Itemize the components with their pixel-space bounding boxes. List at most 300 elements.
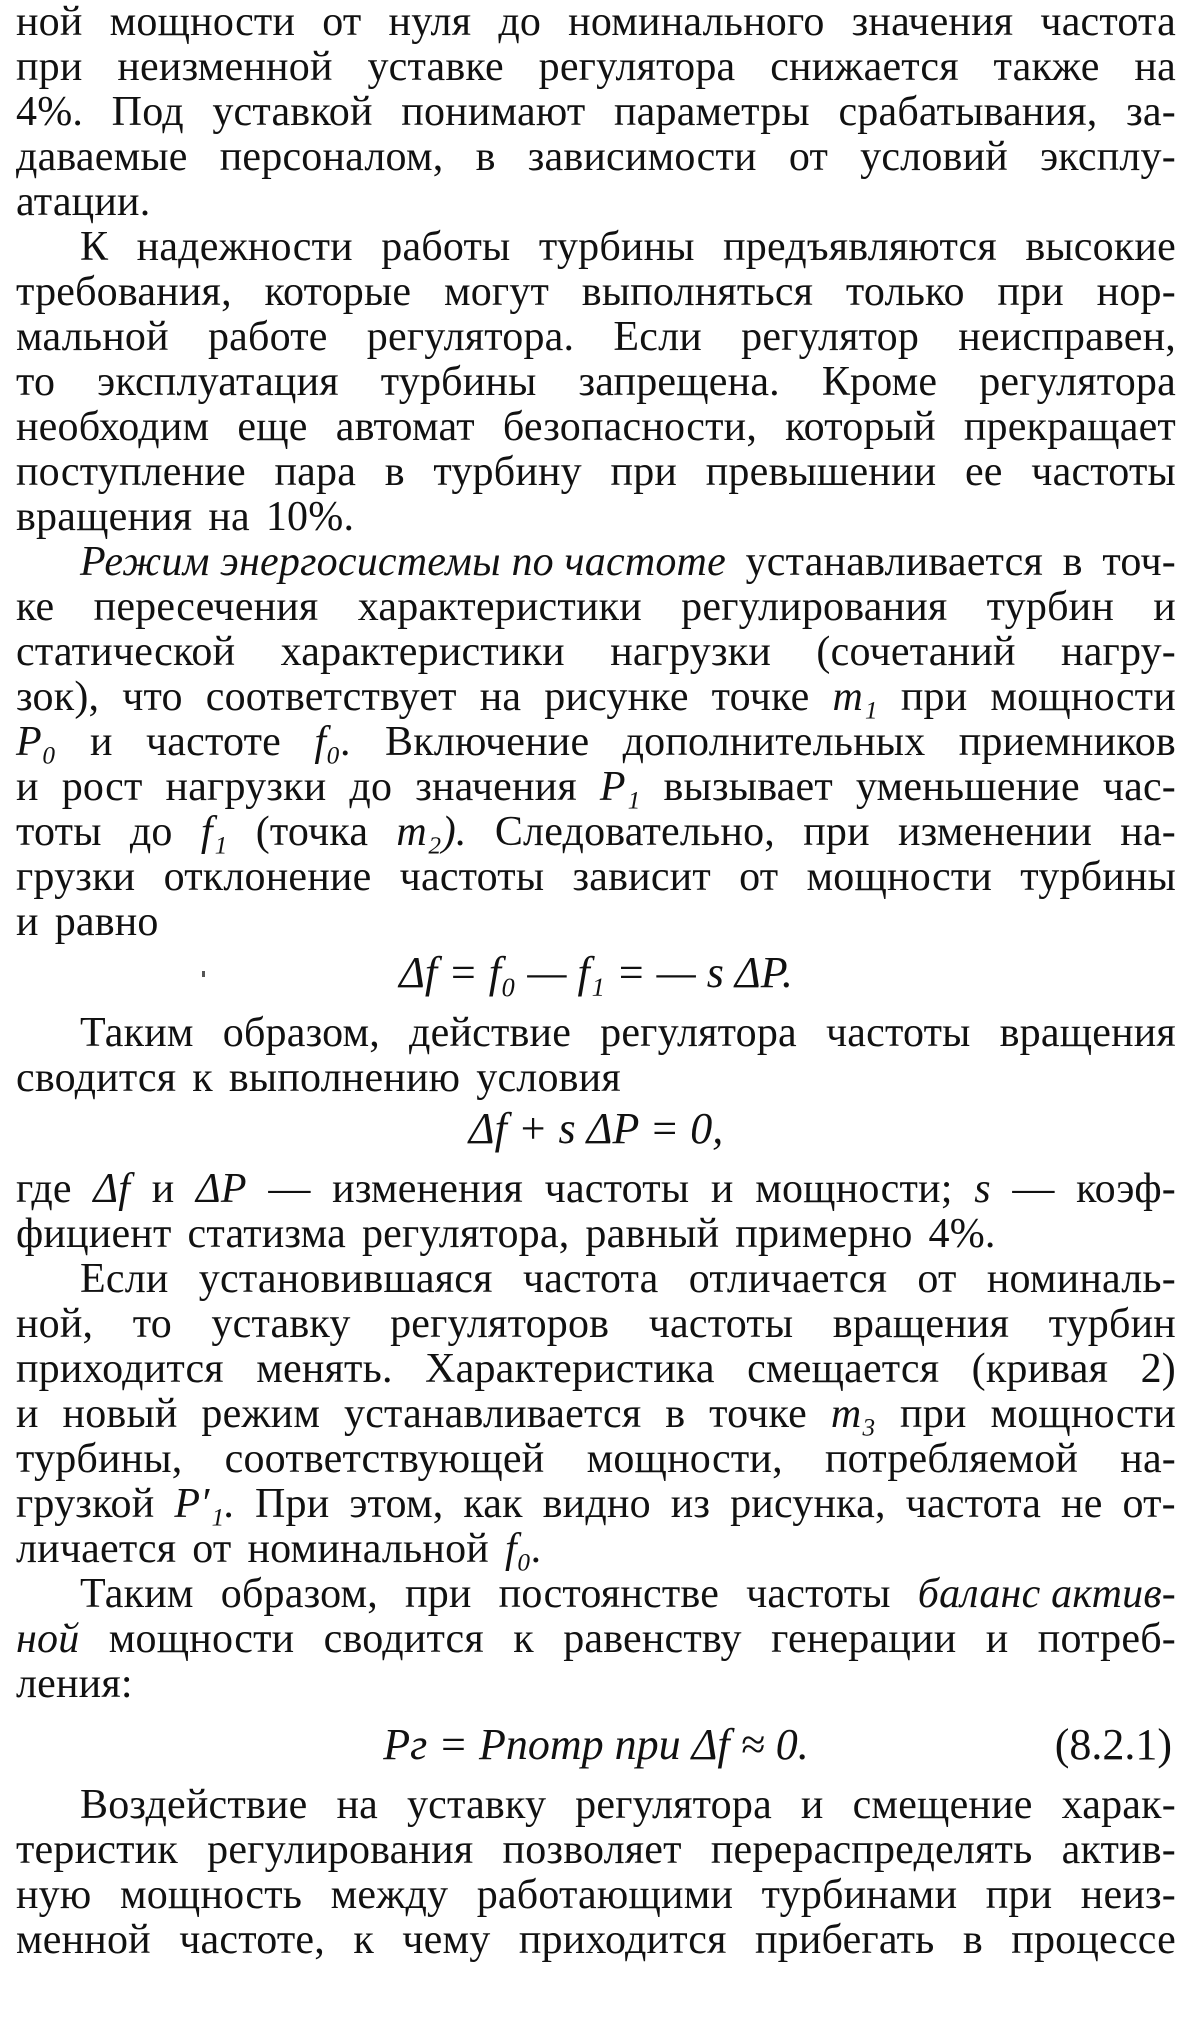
word: уставку	[211, 1301, 351, 1347]
text-line	[16, 1873, 1176, 1918]
word: соответствующей	[224, 1436, 545, 1482]
word: эксплу-	[1040, 134, 1176, 180]
word: Таким	[80, 1010, 194, 1056]
word: нагрузки	[610, 629, 772, 675]
word: m₁	[832, 674, 878, 720]
word: к	[353, 1917, 374, 1963]
word: на-	[1120, 809, 1176, 855]
word: мощности	[990, 674, 1176, 720]
word: потребляемой	[824, 1436, 1079, 1482]
word: в	[384, 449, 405, 495]
text-line	[16, 1257, 1176, 1302]
text-line	[16, 1828, 1176, 1873]
word: ной	[16, 1616, 80, 1662]
word: уменьшение	[855, 764, 1080, 810]
word: К	[80, 224, 109, 270]
word: дополнительных	[622, 719, 926, 765]
word: регуляторов	[390, 1301, 610, 1347]
word: в	[1062, 539, 1083, 585]
word: частоте	[145, 719, 282, 765]
text-line	[16, 315, 1176, 360]
word: высокие	[1025, 224, 1176, 270]
text-line	[16, 1572, 1176, 1617]
word: зок),	[16, 674, 100, 720]
word: актив-	[1061, 1827, 1176, 1873]
text-line	[16, 540, 1176, 585]
word: Под	[111, 89, 184, 135]
word: чему	[402, 1917, 491, 1963]
word: на	[208, 494, 250, 540]
word: мощности	[108, 1616, 295, 1662]
word: рисунка,	[730, 1481, 886, 1527]
word: от	[322, 0, 362, 45]
word: условий	[860, 134, 1008, 180]
word: 10%.	[265, 494, 355, 540]
word: менять.	[256, 1346, 393, 1392]
word: (сочетаний	[816, 629, 1016, 675]
word: турбинами	[761, 1872, 958, 1918]
word: работающими	[476, 1872, 734, 1918]
word: значения	[851, 0, 1014, 45]
word: турбины	[380, 359, 537, 405]
text-line	[16, 1056, 1176, 1101]
word: понимают	[401, 89, 586, 135]
word: грузки	[16, 854, 136, 900]
word: зависит	[572, 854, 711, 900]
word: баланс актив-	[917, 1571, 1176, 1617]
word: При	[254, 1481, 330, 1527]
word: приемников	[958, 719, 1176, 765]
word: —	[268, 1166, 311, 1212]
word: к	[513, 1616, 534, 1662]
word: мощности	[990, 1391, 1176, 1437]
word: прекращает	[963, 404, 1176, 450]
word: мощности,	[586, 1436, 783, 1482]
word: постоянстве	[498, 1571, 720, 1617]
word: Δf	[93, 1166, 131, 1212]
word: прибегать	[755, 1917, 935, 1963]
word: Характеристика	[425, 1346, 715, 1392]
word: выполняться	[581, 269, 814, 315]
text-line	[16, 855, 1176, 900]
text-line	[16, 405, 1176, 450]
word: уставкой	[212, 89, 373, 135]
word: действие	[409, 1010, 572, 1056]
word: теристик	[16, 1827, 178, 1873]
word: атации.	[16, 179, 151, 225]
word: и	[800, 1782, 824, 1828]
paragraph-group-4	[16, 1783, 1176, 1963]
word: работе	[207, 314, 328, 360]
word: видно	[542, 1481, 651, 1527]
word: уставке	[367, 44, 504, 90]
word: ее	[964, 449, 1003, 495]
word: f₀.	[504, 1526, 543, 1572]
word: регулятора	[538, 44, 736, 90]
word: между	[330, 1872, 449, 1918]
word: генерации	[771, 1616, 957, 1662]
text-line	[16, 1482, 1176, 1527]
word: нуля	[388, 0, 472, 45]
formula-3-text: Pг = Pпотр при Δf ≈ 0.	[383, 1720, 809, 1769]
word: запрещена.	[578, 359, 780, 405]
word: зависимости	[527, 134, 757, 180]
word: до	[349, 764, 393, 810]
word: регулятора,	[361, 1211, 570, 1257]
text-line	[16, 765, 1176, 810]
word: вращения	[16, 494, 193, 540]
word: из	[670, 1481, 711, 1527]
word: автомат	[335, 404, 475, 450]
word: регулятора	[600, 1010, 797, 1056]
formula-2-text: Δf + s ΔP = 0,	[468, 1104, 724, 1153]
word: регулирования	[207, 1827, 474, 1873]
word: неисправен,	[958, 314, 1176, 360]
word: безопасности,	[502, 404, 758, 450]
word: Следовательно,	[494, 809, 775, 855]
word: при	[610, 449, 678, 495]
word: на	[479, 674, 522, 720]
paragraph-group-2	[16, 1011, 1176, 1101]
word: частоты	[746, 1571, 891, 1617]
word: соответствует	[205, 674, 457, 720]
word: вызывает	[663, 764, 833, 810]
word: при	[405, 1571, 472, 1617]
word: от-	[1122, 1481, 1176, 1527]
word: ной,	[16, 1301, 94, 1347]
word: тоты	[16, 809, 102, 855]
word: турбины,	[16, 1436, 183, 1482]
text-line	[16, 1437, 1176, 1482]
word: и	[16, 1391, 39, 1437]
word: на	[1134, 44, 1176, 90]
word: условия	[476, 1055, 621, 1101]
word: и	[16, 764, 39, 810]
word: до	[129, 809, 173, 855]
word: Если	[80, 1256, 169, 1302]
text-line	[16, 360, 1176, 405]
word: и	[151, 1166, 175, 1212]
word: неиз-	[1080, 1872, 1176, 1918]
word: 4%.	[928, 1211, 996, 1257]
word: за-	[1126, 89, 1176, 135]
document-page	[16, 0, 1176, 1963]
word: мощность	[119, 1872, 303, 1918]
word: точке	[711, 674, 810, 720]
word: (точка	[255, 809, 369, 855]
formula-condition	[16, 1101, 1176, 1157]
word: еще	[237, 404, 308, 450]
word: могут	[443, 269, 550, 315]
text-line	[16, 1662, 1176, 1707]
text-line	[16, 1527, 1176, 1572]
word: точке	[709, 1391, 807, 1437]
word: частоты	[544, 1166, 690, 1212]
word: процессе	[1011, 1917, 1176, 1963]
word: потреб-	[1037, 1616, 1176, 1662]
word: примерно	[735, 1211, 913, 1257]
word: Включение	[384, 719, 590, 765]
word: частоты	[1031, 449, 1176, 495]
word: срабатывания,	[838, 89, 1098, 135]
word: f₀.	[314, 719, 352, 765]
formula-delta-f	[16, 945, 1176, 1001]
word: и	[710, 1166, 734, 1212]
word: выполнению	[228, 1055, 461, 1101]
text-line	[16, 1347, 1176, 1392]
word: режим	[201, 1391, 321, 1437]
word: турбины	[1020, 854, 1176, 900]
word: превышении	[705, 449, 937, 495]
word: коэф-	[1076, 1166, 1176, 1212]
word: Таким	[80, 1571, 194, 1617]
word: мощности	[806, 854, 993, 900]
text-line	[16, 1392, 1176, 1437]
formula-1-text: Δf = f₀ — f₁ = — s ΔP.	[399, 948, 793, 997]
word: характеристики	[280, 629, 565, 675]
word: регулирования	[681, 584, 948, 630]
word: ΔP	[196, 1166, 247, 1212]
word: f₁	[200, 809, 228, 855]
word: на	[336, 1782, 378, 1828]
word: мощности	[109, 0, 296, 45]
formula-number: (8.2.1)	[1054, 1720, 1172, 1769]
word: рост	[61, 764, 143, 810]
word: рисунке	[544, 674, 689, 720]
word: сводится	[16, 1055, 177, 1101]
word: личается	[16, 1526, 177, 1572]
word: час-	[1102, 764, 1176, 810]
word: до	[498, 0, 542, 45]
word: при	[900, 1391, 967, 1437]
word: Режим энергосистемы по частоте	[80, 539, 726, 585]
word: как	[463, 1481, 523, 1527]
word: установившаяся	[198, 1256, 493, 1302]
word: в	[962, 1917, 983, 1963]
word: также	[993, 44, 1100, 90]
formula-balance	[16, 1717, 1176, 1773]
text-line	[16, 450, 1176, 495]
word: от	[917, 1256, 957, 1302]
word: номинальной	[247, 1526, 489, 1572]
word: турбину	[433, 449, 582, 495]
text-line	[16, 900, 1176, 945]
word: турбин	[986, 584, 1114, 630]
word: отличается	[688, 1256, 888, 1302]
word: 4%.	[16, 89, 84, 135]
word: частоте,	[179, 1917, 325, 1963]
word: регулятора	[575, 1782, 772, 1828]
word: Если	[613, 314, 702, 360]
text-line	[16, 270, 1176, 315]
word: от	[788, 134, 829, 180]
word: Воздействие	[80, 1782, 308, 1828]
text-line	[16, 1212, 1176, 1257]
word: регулятора	[979, 359, 1176, 405]
word: смещение	[852, 1782, 1033, 1828]
text-line	[16, 630, 1176, 675]
word: статизма	[187, 1211, 346, 1257]
word: нагру-	[1061, 629, 1176, 675]
word: требования,	[16, 269, 232, 315]
word: необходим	[16, 404, 210, 450]
word: мальной	[16, 314, 169, 360]
word: поступление	[16, 449, 246, 495]
word: мощности;	[755, 1166, 953, 1212]
word: нагрузки	[165, 764, 327, 810]
word: частота	[1040, 0, 1176, 45]
paragraph-group-1	[16, 0, 1176, 945]
word: при	[803, 809, 870, 855]
word: частоты	[648, 1301, 794, 1347]
word: надежности	[136, 224, 353, 270]
text-line	[16, 45, 1176, 90]
word: ке	[16, 584, 55, 630]
word: на-	[1120, 1436, 1176, 1482]
word: предъявляются	[723, 224, 997, 270]
text-line	[16, 1918, 1176, 1963]
word: то	[16, 359, 56, 405]
word: этом,	[349, 1481, 444, 1527]
text-line	[16, 180, 1176, 225]
text-line	[16, 495, 1176, 540]
word: вращения	[832, 1301, 1010, 1347]
word: пересечения	[93, 584, 319, 630]
word: от	[739, 854, 779, 900]
word: турбин	[1048, 1301, 1176, 1347]
word: значения	[415, 764, 577, 810]
word: персоналом,	[219, 134, 444, 180]
word: где	[16, 1166, 72, 1212]
word: номиналь-	[986, 1256, 1176, 1302]
word: пара	[274, 449, 357, 495]
word: перераспределять	[710, 1827, 1033, 1873]
word: не	[1061, 1481, 1103, 1527]
text-line	[16, 135, 1176, 180]
text-line	[16, 675, 1176, 720]
word: равенству	[563, 1616, 742, 1662]
word: эксплуатация	[97, 359, 339, 405]
word: m₂).	[396, 809, 467, 855]
word: менной	[16, 1917, 151, 1963]
word: неизменной	[117, 44, 333, 90]
word: частоты	[825, 1010, 971, 1056]
word: ную	[16, 1872, 92, 1918]
word: к	[192, 1055, 213, 1101]
word: сводится	[323, 1616, 484, 1662]
text-line	[16, 1783, 1176, 1828]
word: равно	[54, 899, 159, 945]
word: образом,	[222, 1010, 380, 1056]
word: при	[900, 674, 968, 720]
word: и	[89, 719, 113, 765]
word: устанавливается	[745, 539, 1043, 585]
word: которые	[264, 269, 412, 315]
word: турбины	[538, 224, 695, 270]
word: частота	[905, 1481, 1042, 1527]
word: при	[997, 269, 1064, 315]
word: фициент	[16, 1211, 172, 1257]
word: грузкой	[16, 1481, 155, 1527]
word: даваемые	[16, 134, 188, 180]
word: P′₁.	[174, 1481, 236, 1527]
word: параметры	[613, 89, 810, 135]
word: равный	[585, 1211, 720, 1257]
word: частоты	[399, 854, 545, 900]
word: характеристики	[357, 584, 642, 630]
word: нор-	[1096, 269, 1176, 315]
text-line	[16, 0, 1176, 45]
word: ления:	[16, 1661, 133, 1707]
word: номинального	[568, 0, 825, 45]
word: при	[16, 44, 83, 90]
word: приходится	[16, 1346, 224, 1392]
text-line	[16, 1167, 1176, 1212]
word: вращения	[999, 1010, 1176, 1056]
text-line	[16, 1302, 1176, 1347]
word: от	[192, 1526, 232, 1572]
word: P₀	[16, 719, 57, 765]
word: новый	[62, 1391, 178, 1437]
text-line	[16, 90, 1176, 135]
text-line	[16, 1011, 1176, 1056]
word: смещается	[747, 1346, 940, 1392]
word: позволяет	[502, 1827, 682, 1873]
word: который	[785, 404, 936, 450]
paragraph-group-3	[16, 1167, 1176, 1707]
word: ной	[16, 0, 83, 45]
word: P₁	[599, 764, 641, 810]
word: изменении	[898, 809, 1093, 855]
word: уставку	[406, 1782, 547, 1828]
word: устанавливается	[344, 1391, 642, 1437]
word: статической	[16, 629, 236, 675]
word: Кроме	[821, 359, 938, 405]
word: s	[974, 1166, 991, 1212]
text-line	[16, 585, 1176, 630]
text-line	[16, 225, 1176, 270]
text-line	[16, 720, 1176, 765]
word: приходится	[518, 1917, 727, 1963]
word: в	[665, 1391, 686, 1437]
word: что	[122, 674, 183, 720]
word: (кривая	[971, 1346, 1109, 1392]
word: в	[475, 134, 496, 180]
word: то	[132, 1301, 172, 1347]
word: регулятор	[741, 314, 920, 360]
text-line	[16, 1617, 1176, 1662]
word: —	[1012, 1166, 1055, 1212]
word: частота	[522, 1256, 659, 1302]
word: харак-	[1061, 1782, 1176, 1828]
word: отклонение	[163, 854, 372, 900]
word: и	[16, 899, 39, 945]
word: снижается	[770, 44, 959, 90]
word: изменения	[332, 1166, 524, 1212]
word: m₃	[830, 1391, 877, 1437]
word: при	[985, 1872, 1053, 1918]
word: только	[845, 269, 965, 315]
word: образом,	[220, 1571, 378, 1617]
word: точ-	[1102, 539, 1176, 585]
text-line	[16, 810, 1176, 855]
word: и	[985, 1616, 1009, 1662]
word: регулятора.	[366, 314, 575, 360]
word: работы	[381, 224, 511, 270]
word: и	[1153, 584, 1176, 630]
print-speck	[202, 971, 205, 977]
word: 2)	[1140, 1346, 1176, 1392]
